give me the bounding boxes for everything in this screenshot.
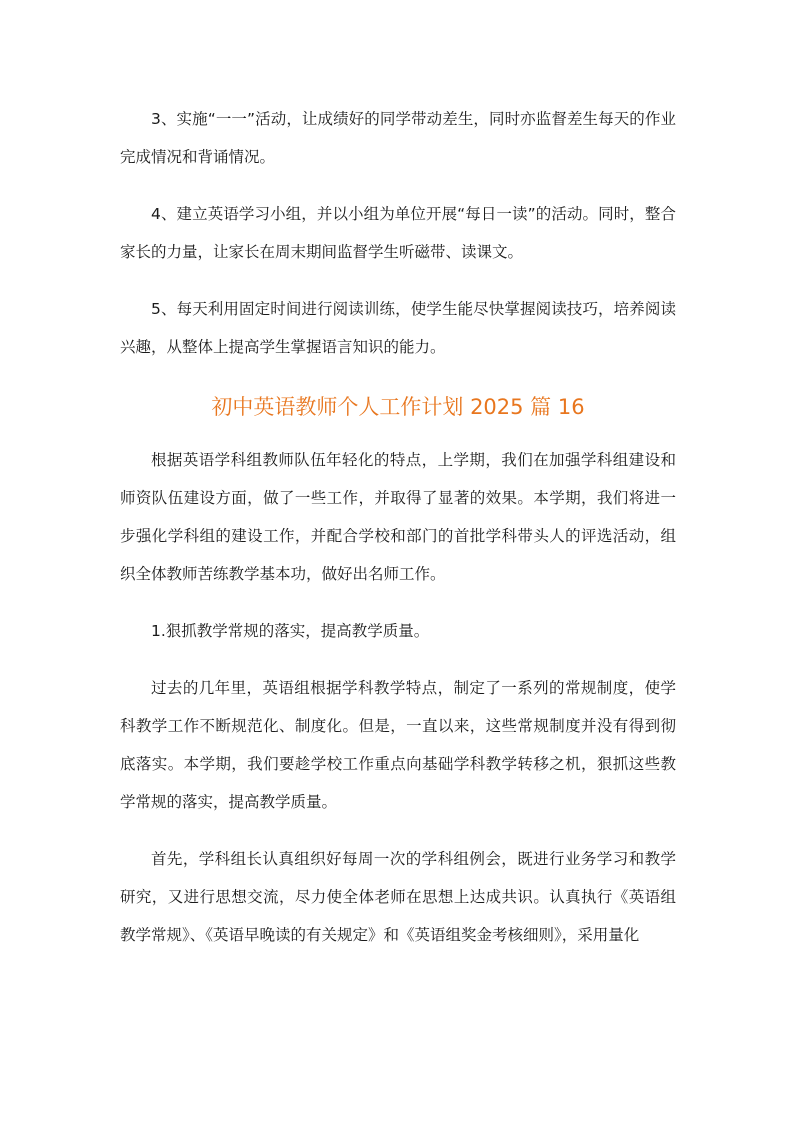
paragraph-item-4: 4、建立英语学习小组，并以小组为单位开展“每日一读”的活动。同时，整合家长的力量，让家长在周末期间监督学生听磁带、读课文。 [120,205,676,261]
paragraph-intro: 根据英语学科组教师队伍年轻化的特点，上学期，我们在加强学科组建设和师资队伍建设方面，做了一些工作，并取得了显著的效果。本学期，我们将进一步强化学科组的建设工作，并配合学校和部门的首批学科带头人的评选活动，组织全体教师苦练教学基本功，做好出名师工作。 [120,451,676,583]
paragraph-item-5: 5、每天利用固定时间进行阅读训练，使学生能尽快掌握阅读技巧，培养阅读兴趣，从整体上提高学生掌握语言知识的能力。 [120,300,676,356]
paragraph-first: 首先，学科组长认真组织好每周一次的学科组例会，既进行业务学习和教学研究，又进行思想交流，尽力使全体老师在思想上达成共识。认真执行《英语组教学常规》、《英语早晚读的有关规定》和《英语组奖金考核细则》，采用量化 [120,850,676,944]
paragraph-past-years: 过去的几年里，英语组根据学科教学特点，制定了一系列的常规制度，使学科教学工作不断规范化、制度化。但是，一直以来，这些常规制度并没有得到彻底落实。本学期，我们要趁学校工作重点向基础学科教学转移之机，狠抓这些教学常规的落实，提高教学质量。 [120,679,676,811]
document-body [120,100,676,973]
section-title: 初中英语教师个人工作计划 2025 篇 16 [211,395,585,419]
paragraph-heading-1: 1.狠抓教学常规的落实，提高教学质量。 [151,622,430,640]
paragraph-item-3: 3、实施“一一”活动，让成绩好的同学带动差生，同时亦监督差生每天的作业完成情况和背诵情况。 [120,110,676,166]
